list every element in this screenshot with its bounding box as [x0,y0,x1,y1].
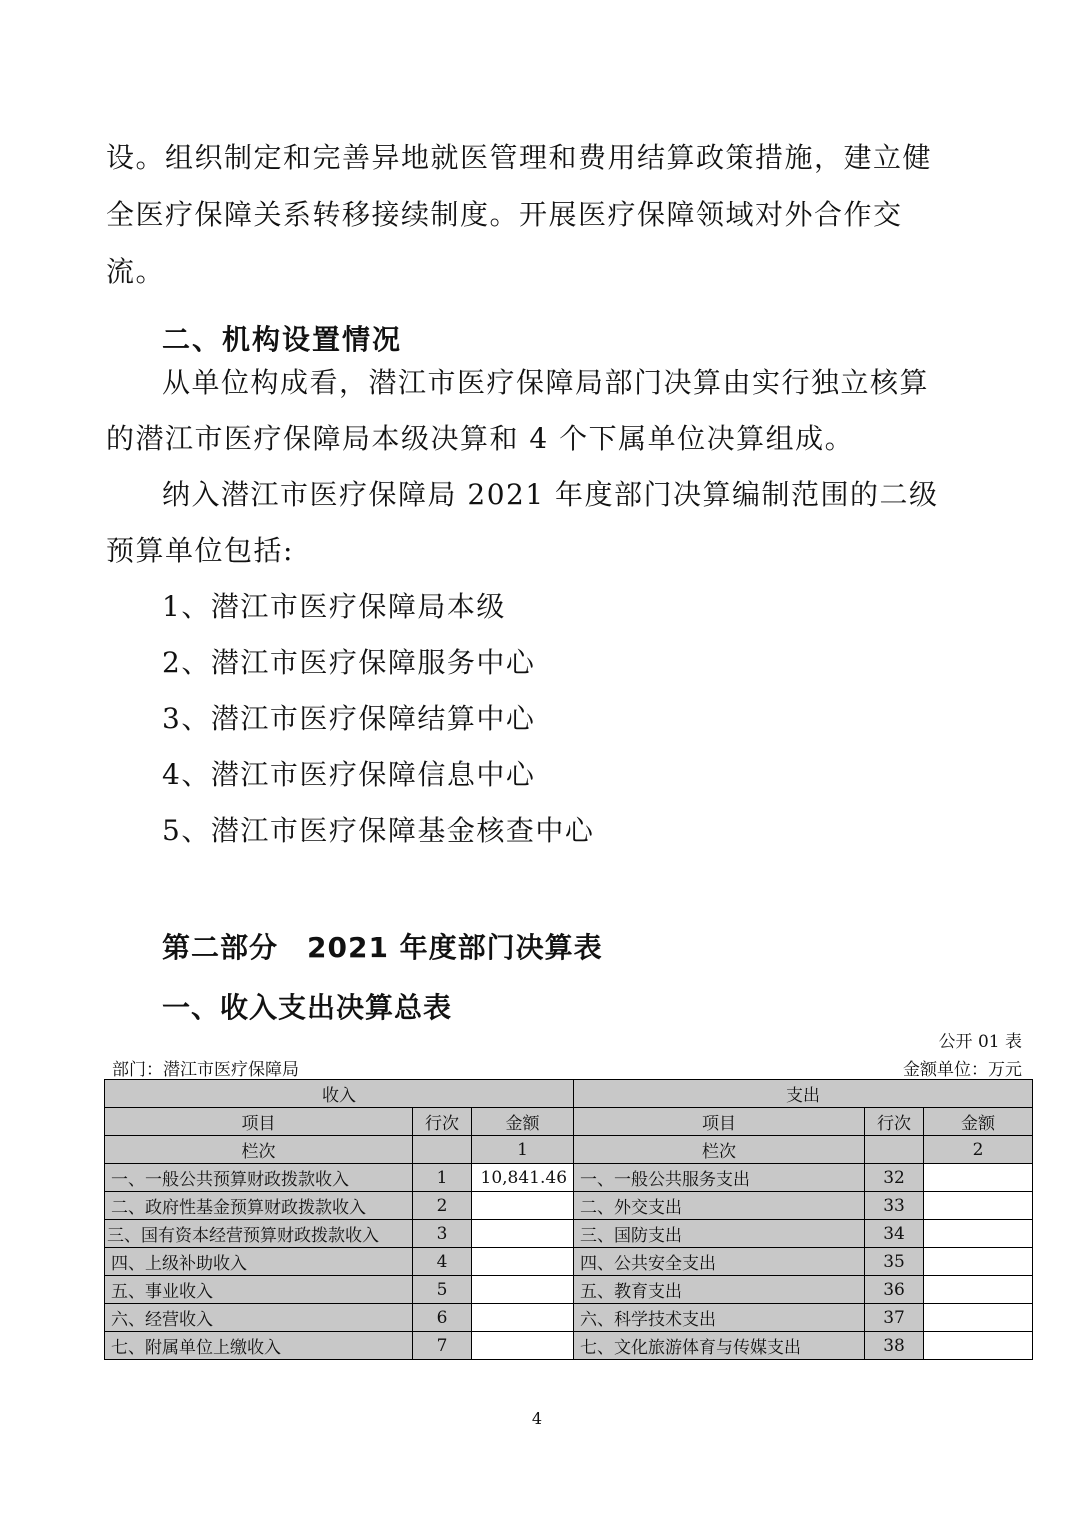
expense-row-no: 36 [865,1276,924,1304]
income-item: 二、政府性基金预算财政拨款收入 [105,1192,413,1220]
income-row-no: 7 [413,1332,472,1360]
unit-label: 金额单位：万元 [903,1060,1022,1080]
body-line-2: 全医疗保障关系转移接续制度。开展医疗保障领域对外合作交 [106,198,903,231]
expense-amount [924,1192,1033,1220]
income-item: 七、附属单位上缴收入 [105,1332,413,1360]
expense-item-header: 项目 [574,1108,865,1136]
income-amount [472,1332,574,1360]
expense-amount [924,1276,1033,1304]
income-item: 六、经营收入 [105,1304,413,1332]
section2-para1-line2: 的潜江市医疗保障局本级决算和 4 个下属单位决算组成。 [106,422,855,455]
unit-item-1: 1、潜江市医疗保障局本级 [162,590,506,623]
expense-item: 四、公共安全支出 [574,1248,865,1276]
income-amount [472,1276,574,1304]
income-amount [472,1192,574,1220]
table-row [105,1304,1033,1332]
section2-heading: 二、机构设置情况 [162,323,403,356]
income-lanci-label: 栏次 [105,1136,413,1164]
income-row-no: 3 [413,1220,472,1248]
table-row [105,1164,1033,1192]
table-code: 公开 01 表 [938,1032,1022,1052]
income-amount [472,1304,574,1332]
part-title: 第二部分 2021 年度部门决算表 [162,931,603,964]
expense-item: 七、文化旅游体育与传媒支出 [574,1332,865,1360]
income-row-header: 行次 [413,1108,472,1136]
income-item: 五、事业收入 [105,1276,413,1304]
table-title: 一、收入支出决算总表 [162,991,453,1024]
expense-item: 六、科学技术支出 [574,1304,865,1332]
page-number: 4 [531,1409,543,1428]
income-item: 三、国有资本经营预算财政拨款收入 [105,1220,413,1248]
income-row-no: 2 [413,1192,472,1220]
unit-item-4: 4、潜江市医疗保障信息中心 [162,758,536,791]
expense-row-no: 37 [865,1304,924,1332]
table-header-row-3 [105,1136,1033,1164]
expense-item: 五、教育支出 [574,1276,865,1304]
table-header-row-2 [105,1108,1033,1136]
section2-para2-line1: 纳入潜江市医疗保障局 2021 年度部门决算编制范围的二级 [162,478,939,511]
section2-para2-line2: 预算单位包括: [106,534,294,567]
expense-lanci-label: 栏次 [574,1136,865,1164]
income-item: 四、上级补助收入 [105,1248,413,1276]
department-label: 部门：潜江市医疗保障局 [112,1060,299,1080]
income-amount [472,1248,574,1276]
income-lanci-empty [413,1136,472,1164]
expense-header: 支出 [574,1080,1033,1108]
table-row [105,1220,1033,1248]
expense-item: 三、国防支出 [574,1220,865,1248]
expense-amount-header: 金额 [924,1108,1033,1136]
income-expense-table [104,1079,1033,1360]
income-amount: 10,841.46 [472,1164,574,1192]
income-header: 收入 [105,1080,574,1108]
income-row-no: 5 [413,1276,472,1304]
expense-row-no: 32 [865,1164,924,1192]
expense-item: 一、一般公共服务支出 [574,1164,865,1192]
income-lanci-value: 1 [472,1136,574,1164]
unit-item-5: 5、潜江市医疗保障基金核查中心 [162,814,595,847]
expense-lanci-value: 2 [924,1136,1033,1164]
income-amount-header: 金额 [472,1108,574,1136]
expense-amount [924,1220,1033,1248]
table-row [105,1192,1033,1220]
expense-amount [924,1304,1033,1332]
expense-row-no: 38 [865,1332,924,1360]
expense-amount [924,1332,1033,1360]
expense-amount [924,1248,1033,1276]
income-item: 一、一般公共预算财政拨款收入 [105,1164,413,1192]
unit-item-2: 2、潜江市医疗保障服务中心 [162,646,536,679]
income-row-no: 6 [413,1304,472,1332]
table-header-row-1 [105,1080,1033,1108]
table-row [105,1248,1033,1276]
table-row [105,1276,1033,1304]
unit-item-3: 3、潜江市医疗保障结算中心 [162,702,536,735]
section2-para1-line1: 从单位构成看，潜江市医疗保障局部门决算由实行独立核算 [162,366,930,399]
income-row-no: 1 [413,1164,472,1192]
income-amount [472,1220,574,1248]
expense-row-no: 34 [865,1220,924,1248]
income-row-no: 4 [413,1248,472,1276]
expense-lanci-empty [865,1136,924,1164]
body-line-1: 设。组织制定和完善异地就医管理和费用结算政策措施，建立健 [106,141,933,174]
expense-amount [924,1164,1033,1192]
expense-item: 二、外交支出 [574,1192,865,1220]
body-line-3: 流。 [106,255,166,288]
table-row [105,1332,1033,1360]
expense-row-no: 35 [865,1248,924,1276]
expense-row-header: 行次 [865,1108,924,1136]
income-item-header: 项目 [105,1108,413,1136]
expense-row-no: 33 [865,1192,924,1220]
